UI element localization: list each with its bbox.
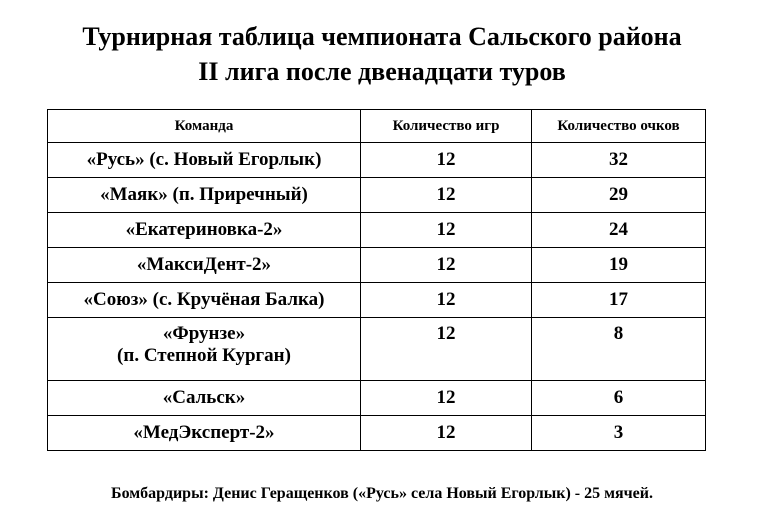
team-name-line1: «Фрунзе» — [162, 323, 246, 344]
table-row — [48, 283, 706, 318]
top-scorers-note: Бомбардиры: Денис Геращенков («Русь» села Новый Егорлык) - 25 мячей. — [111, 485, 653, 502]
games-cell: 12 — [361, 213, 532, 248]
points-cell: 32 — [532, 143, 706, 178]
points-cell: 6 — [532, 381, 706, 416]
points-cell: 3 — [532, 416, 706, 451]
team-name-cell: «Сальск» — [48, 381, 361, 416]
team-name-cell — [48, 318, 361, 381]
points-cell: 17 — [532, 283, 706, 318]
page-title: Турнирная таблица чемпионата Сальского района — [82, 22, 682, 51]
points-value: 8 — [613, 323, 624, 344]
games-cell: 12 — [361, 283, 532, 318]
table-row — [48, 143, 706, 178]
table-header-row — [48, 110, 706, 143]
column-header-games: Количество игр — [361, 110, 532, 143]
standings-table — [47, 109, 706, 451]
team-name-cell: «Маяк» (п. Приречный) — [48, 178, 361, 213]
games-cell: 12 — [361, 143, 532, 178]
table-row — [48, 178, 706, 213]
table-row — [48, 213, 706, 248]
team-name-cell: «МаксиДент-2» — [48, 248, 361, 283]
games-cell — [361, 318, 532, 381]
points-cell: 24 — [532, 213, 706, 248]
points-cell: 29 — [532, 178, 706, 213]
games-cell: 12 — [361, 416, 532, 451]
column-header-team: Команда — [48, 110, 361, 143]
team-name-cell: «МедЭксперт-2» — [48, 416, 361, 451]
table-row — [48, 248, 706, 283]
points-cell: 19 — [532, 248, 706, 283]
table-row — [48, 318, 706, 381]
games-cell: 12 — [361, 381, 532, 416]
games-cell: 12 — [361, 178, 532, 213]
team-name-cell: «Русь» (с. Новый Егорлык) — [48, 143, 361, 178]
team-name-cell: «Екатериновка-2» — [48, 213, 361, 248]
team-name-cell: «Союз» (с. Кручёная Балка) — [48, 283, 361, 318]
table-row — [48, 416, 706, 451]
table-row — [48, 381, 706, 416]
page-subtitle: II лига после двенадцати туров — [198, 57, 566, 86]
team-name-line2: (п. Степной Курган) — [117, 345, 291, 366]
points-cell — [532, 318, 706, 381]
column-header-points: Количество очков — [532, 110, 706, 143]
games-value: 12 — [436, 323, 456, 344]
games-cell: 12 — [361, 248, 532, 283]
